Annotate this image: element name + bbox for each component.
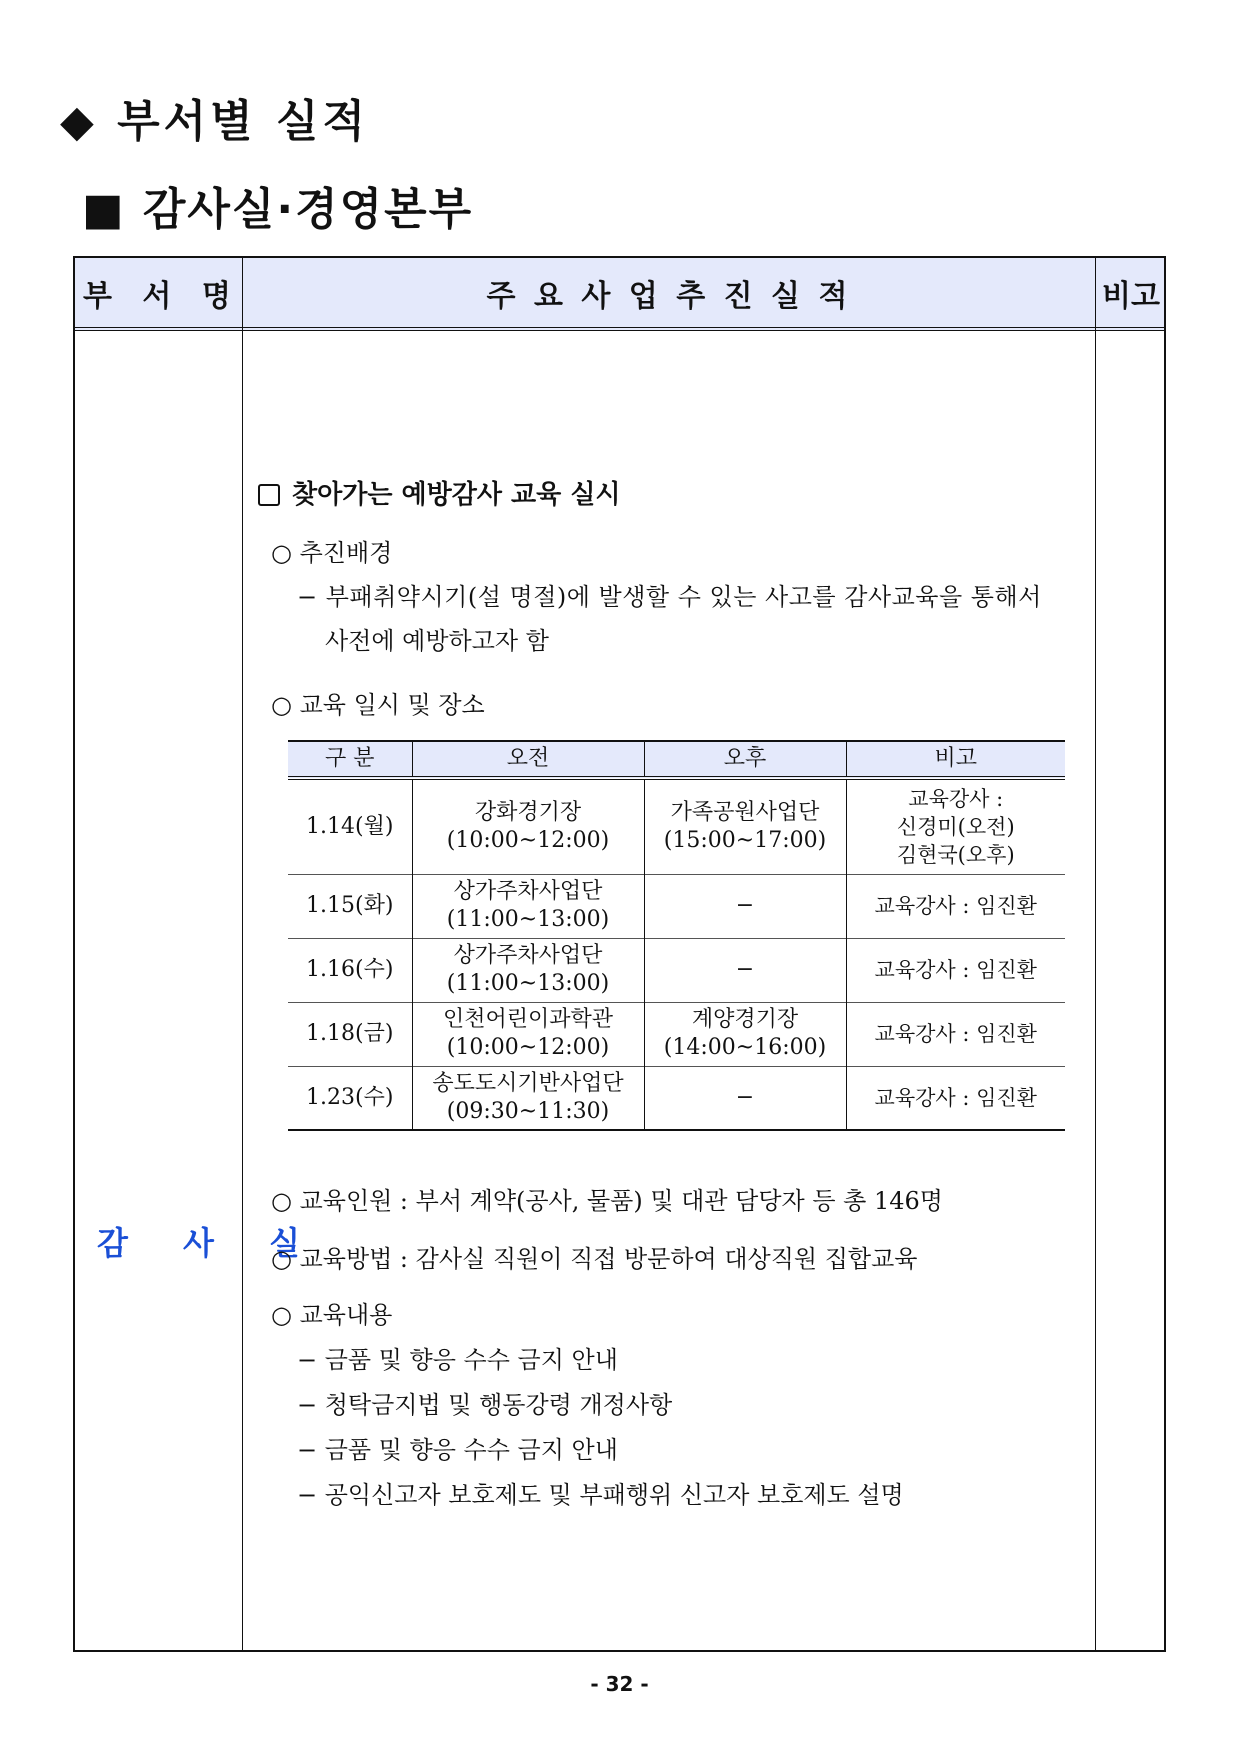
am-time: (10:00~12:00) (446, 827, 610, 853)
content-item: − 청탁금지법 및 행동강령 개정사항 (297, 1391, 673, 1419)
column-divider (1095, 258, 1096, 1650)
date-cell: 1.16(수) (288, 938, 412, 1002)
background-label: ○ 추진배경 (271, 539, 393, 567)
note-line: 신경미(오전) (896, 814, 1015, 839)
section-heading (60, 92, 369, 152)
pm-time: (14:00~16:00) (663, 1035, 827, 1060)
pm-cell: − (644, 938, 846, 1002)
table-row (288, 778, 1065, 874)
pm-cell: − (644, 1066, 846, 1130)
am-place: 강화경기장 (474, 799, 582, 825)
header-note: 비고 (1102, 278, 1160, 314)
schedule-header-cell: 오전 (412, 741, 644, 778)
section-title (258, 480, 621, 510)
checkbox-icon (258, 484, 280, 506)
note-cell: 교육강사 : 임진환 (846, 1066, 1065, 1130)
note-cell (846, 778, 1065, 874)
note-line: 김현국(오후) (896, 842, 1015, 867)
am-time: (10:00~12:00) (446, 1035, 610, 1060)
content-item: − 금품 및 향응 수수 금지 안내 (297, 1436, 618, 1464)
schedule-header-cell: 오후 (644, 741, 846, 778)
section-heading-text: 부서별 실적 (117, 96, 370, 147)
schedule-label: ○ 교육 일시 및 장소 (271, 691, 485, 719)
page-number: - 32 - (590, 1672, 649, 1696)
pm-cell (644, 778, 846, 874)
table-row (288, 874, 1065, 938)
content-item: − 공익신고자 보호제도 및 부패행위 신고자 보호제도 설명 (297, 1481, 904, 1509)
pm-time: (15:00~17:00) (663, 827, 827, 853)
background-text-line-2: 사전에 예방하고자 함 (325, 627, 549, 655)
am-time: (09:30~11:30) (446, 1098, 610, 1124)
content-item: − 금품 및 향응 수수 금지 안내 (297, 1346, 618, 1374)
square-icon: ■ (82, 184, 126, 235)
subsection-heading-text: 감사실·경영본부 (142, 184, 474, 235)
schedule-header-cell: 비고 (846, 741, 1065, 778)
table-row (288, 1066, 1065, 1130)
note-line: 교육강사 : (908, 786, 1004, 811)
content-label: ○ 교육내용 (271, 1301, 393, 1329)
pm-place: 가족공원사업단 (670, 799, 820, 825)
schedule-table (288, 740, 1065, 1131)
header-dept: 부 서 명 (83, 278, 241, 314)
section-title-text: 찾아가는 예방감사 교육 실시 (292, 480, 621, 510)
note-cell: 교육강사 : 임진환 (846, 938, 1065, 1002)
subsection-heading (82, 180, 473, 240)
note-cell: 교육강사 : 임진환 (846, 874, 1065, 938)
header-main: 주 요 사 업 추 진 실 적 (486, 278, 852, 314)
pm-place: 계양경기장 (691, 1007, 799, 1032)
am-cell (412, 1002, 644, 1066)
am-cell (412, 778, 644, 874)
participants-text: ○ 교육인원 : 부서 계약(공사, 물품) 및 대관 담당자 등 총 146명 (271, 1187, 943, 1215)
date-cell: 1.14(월) (288, 778, 412, 874)
pm-cell (644, 1002, 846, 1066)
am-time: (11:00~13:00) (446, 907, 610, 932)
dept-name: 감 사 실 (97, 1224, 323, 1262)
method-text: ○ 교육방법 : 감사실 직원이 직접 방문하여 대상직원 집합교육 (271, 1245, 918, 1273)
column-divider (242, 258, 243, 1650)
am-cell (412, 938, 644, 1002)
am-place: 상가주차사업단 (453, 943, 603, 968)
am-place: 상가주차사업단 (453, 879, 603, 904)
am-place: 송도도시기반사업단 (432, 1070, 624, 1096)
schedule-header-row (288, 741, 1065, 778)
background-text-line-1: − 부패취약시기(설 명절)에 발생할 수 있는 사고를 감사교육을 통해서 (297, 583, 1042, 611)
diamond-icon: ◆ (60, 96, 98, 147)
am-place: 인천어린이과학관 (442, 1007, 614, 1032)
table-row (288, 1002, 1065, 1066)
note-cell: 교육강사 : 임진환 (846, 1002, 1065, 1066)
am-time: (11:00~13:00) (446, 971, 610, 996)
date-cell: 1.23(수) (288, 1066, 412, 1130)
table-row (288, 938, 1065, 1002)
pm-cell: − (644, 874, 846, 938)
date-cell: 1.15(화) (288, 874, 412, 938)
am-cell (412, 1066, 644, 1130)
date-cell: 1.18(금) (288, 1002, 412, 1066)
am-cell (412, 874, 644, 938)
schedule-header-cell: 구 분 (288, 741, 412, 778)
